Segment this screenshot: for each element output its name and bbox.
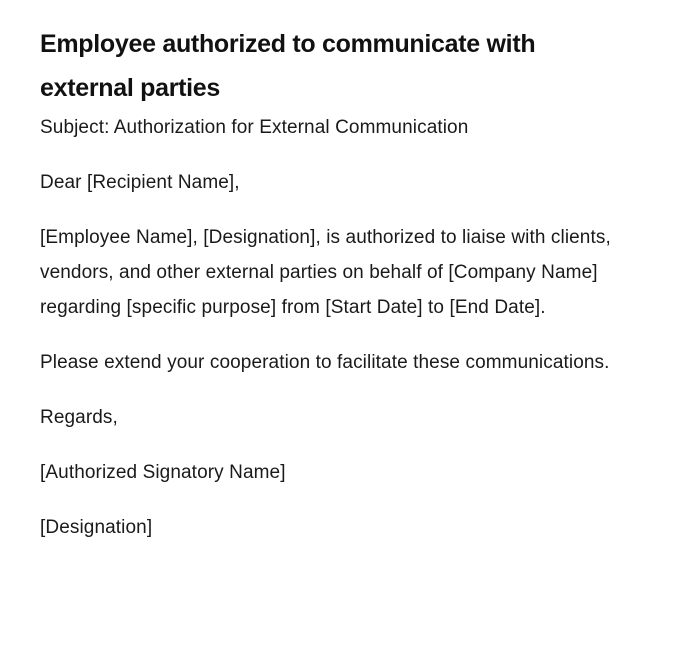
closing: Regards,	[40, 407, 118, 428]
signatory-name: [Authorized Signatory Name]	[40, 462, 286, 483]
signatory-designation: [Designation]	[40, 517, 153, 538]
salutation: Dear [Recipient Name],	[40, 172, 240, 193]
document-title: Employee authorized to communicate with external parties	[40, 30, 536, 102]
cooperation-request: Please extend your cooperation to facilitate these communications.	[40, 352, 610, 373]
authorization-paragraph: [Employee Name], [Designation], is authorized to liaise with clients, vendors, and other external parties on behalf of [Company Name] regarding [specific purpose] from [Start Date] to [End Date].	[40, 227, 611, 318]
subject-line: Subject: Authorization for External Communication	[40, 117, 469, 138]
